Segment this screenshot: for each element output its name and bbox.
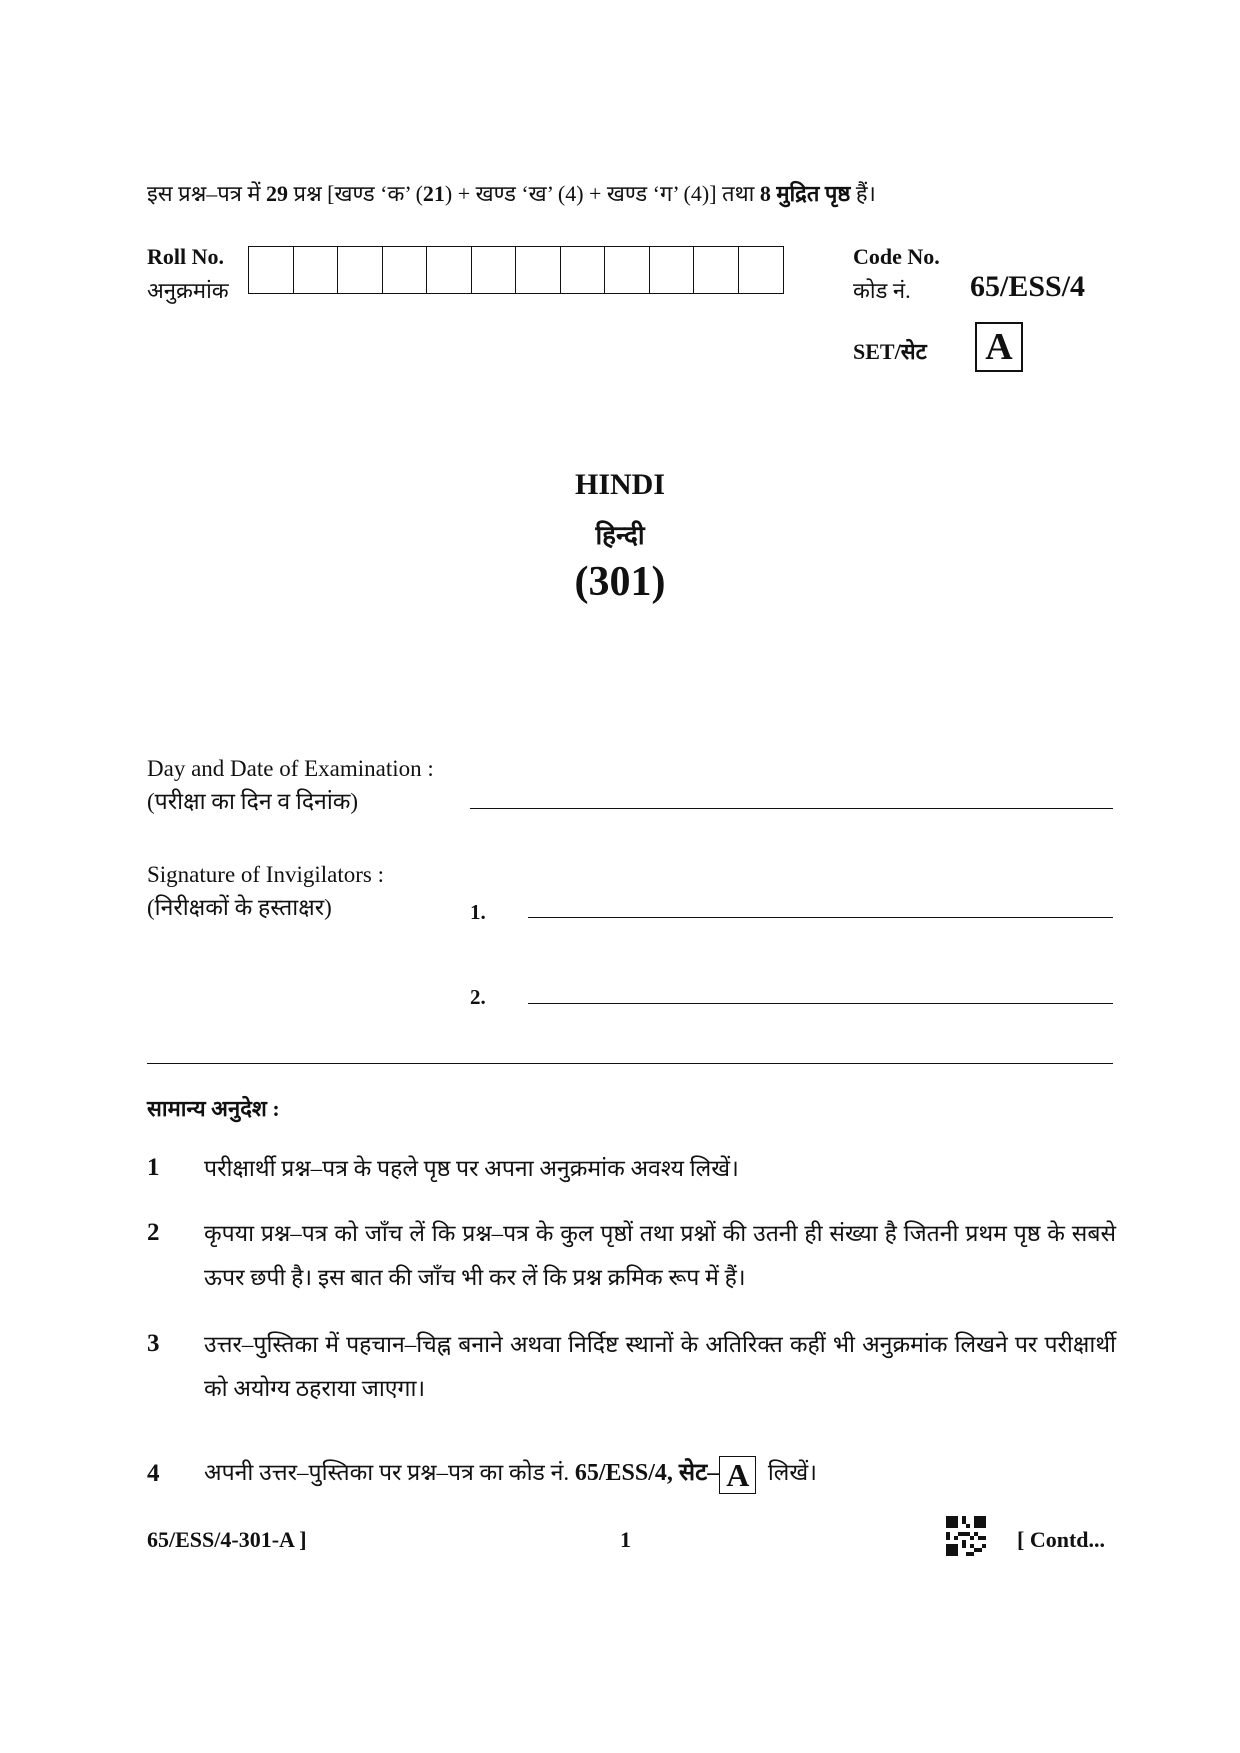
signature-label-hi: (निरीक्षकों के हस्ताक्षर) — [147, 895, 332, 920]
roll-number-box[interactable] — [383, 247, 428, 293]
roll-number-box[interactable] — [294, 247, 339, 293]
roll-number-box[interactable] — [739, 247, 784, 293]
exam-date-label-hi: (परीक्षा का दिन व दिनांक) — [147, 789, 359, 814]
code-label-en: Code No. — [853, 244, 940, 269]
instruction-1-number: 1 — [147, 1154, 160, 1181]
instruction-4-number: 4 — [147, 1460, 160, 1487]
section-divider — [147, 1063, 1113, 1064]
instruction-2-number: 2 — [147, 1219, 160, 1246]
set-value-box: A — [975, 322, 1023, 372]
header-suffix: हैं। — [855, 181, 876, 206]
roll-number-box[interactable] — [249, 247, 294, 293]
header-middle: प्रश्न [खण्ड ‘क’ ( — [293, 181, 423, 206]
signature-1-line[interactable] — [528, 917, 1113, 918]
signature-1-number: 1. — [470, 900, 486, 924]
instruction-4-set-box: A — [719, 1456, 756, 1494]
roll-number-box[interactable] — [427, 247, 472, 293]
subject-name-en: HINDI — [574, 468, 665, 501]
total-questions: 29 — [266, 181, 289, 206]
printed-pages: 8 मुद्रित पृष्ठ — [759, 181, 851, 206]
roll-number-box[interactable] — [605, 247, 650, 293]
footer-paper-code: 65/ESS/4-301-A ] — [147, 1527, 307, 1552]
signature-label-en: Signature of Invigilators : — [147, 862, 384, 887]
exam-date-line[interactable] — [470, 808, 1113, 809]
roll-number-box[interactable] — [516, 247, 561, 293]
roll-number-box[interactable] — [561, 247, 606, 293]
code-number-value: 65/ESS/4 — [970, 270, 1086, 303]
header-prefix: इस प्रश्न–पत्र में — [147, 181, 261, 206]
roll-number-label — [147, 240, 229, 308]
code-number-label — [853, 240, 940, 308]
invigilator-signature-label — [147, 858, 384, 924]
roll-number-box[interactable] — [338, 247, 383, 293]
signature-2-number: 2. — [470, 985, 486, 1009]
qr-code-icon — [946, 1516, 986, 1556]
instruction-3-number: 3 — [147, 1330, 160, 1357]
subject-name-hi: हिन्दी — [595, 521, 645, 550]
instruction-4-code: 65/ESS/4, सेट– — [574, 1460, 720, 1486]
footer-page-number: 1 — [620, 1527, 631, 1552]
instruction-3-text: उत्तर–पुस्तिका में पहचान–चिह्न बनाने अथवा निर्दिष्ट स्थानों के अतिरिक्त कहीं भी अनुक्रमांक लिखने पर परीक्षार्थी को अयोग्य ठहराया जाएगा। — [204, 1332, 1116, 1401]
exam-date-label — [147, 752, 434, 818]
instructions-title: सामान्य अनुदेश : — [147, 1096, 280, 1121]
roll-number-boxes[interactable] — [248, 246, 784, 294]
instruction-2-text: कृपया प्रश्न–पत्र को जाँच लें कि प्रश्न–पत्र के कुल पृष्ठों तथा प्रश्नों की उतनी ही संख्या है जितनी प्रथम पृष्ठ के सबसे ऊपर छपी है। इस बात की जाँच भी कर लें कि प्रश्न क्रमिक रूप में हैं। — [204, 1221, 1116, 1290]
set-label: SET/सेट — [853, 339, 927, 364]
instruction-1-text: परीक्षार्थी प्रश्न–पत्र के पहले पृष्ठ पर अपना अनुक्रमांक अवश्य लिखें। — [204, 1156, 739, 1181]
roll-number-box[interactable] — [650, 247, 695, 293]
roll-number-box[interactable] — [694, 247, 739, 293]
instruction-4-after: लिखें। — [767, 1460, 817, 1485]
instruction-4-before: अपनी उत्तर–पुस्तिका पर प्रश्न–पत्र का कोड नं. — [204, 1460, 570, 1485]
footer-continued: [ Contd... — [1017, 1527, 1106, 1552]
roll-number-box[interactable] — [472, 247, 517, 293]
code-label-hi: कोड नं. — [853, 278, 911, 303]
instruction-4-text — [204, 1451, 1116, 1495]
exam-date-label-en: Day and Date of Examination : — [147, 756, 434, 781]
signature-2-line[interactable] — [528, 1003, 1113, 1004]
roll-label-en: Roll No. — [147, 244, 224, 269]
section-a-count: 21 — [422, 181, 445, 206]
question-count-line — [147, 178, 876, 208]
header-rest: ) + खण्ड ‘ख’ (4) + खण्ड ‘ग’ (4)] तथा — [444, 181, 755, 206]
subject-code: (301) — [574, 559, 666, 605]
roll-label-hi: अनुक्रमांक — [147, 278, 229, 303]
